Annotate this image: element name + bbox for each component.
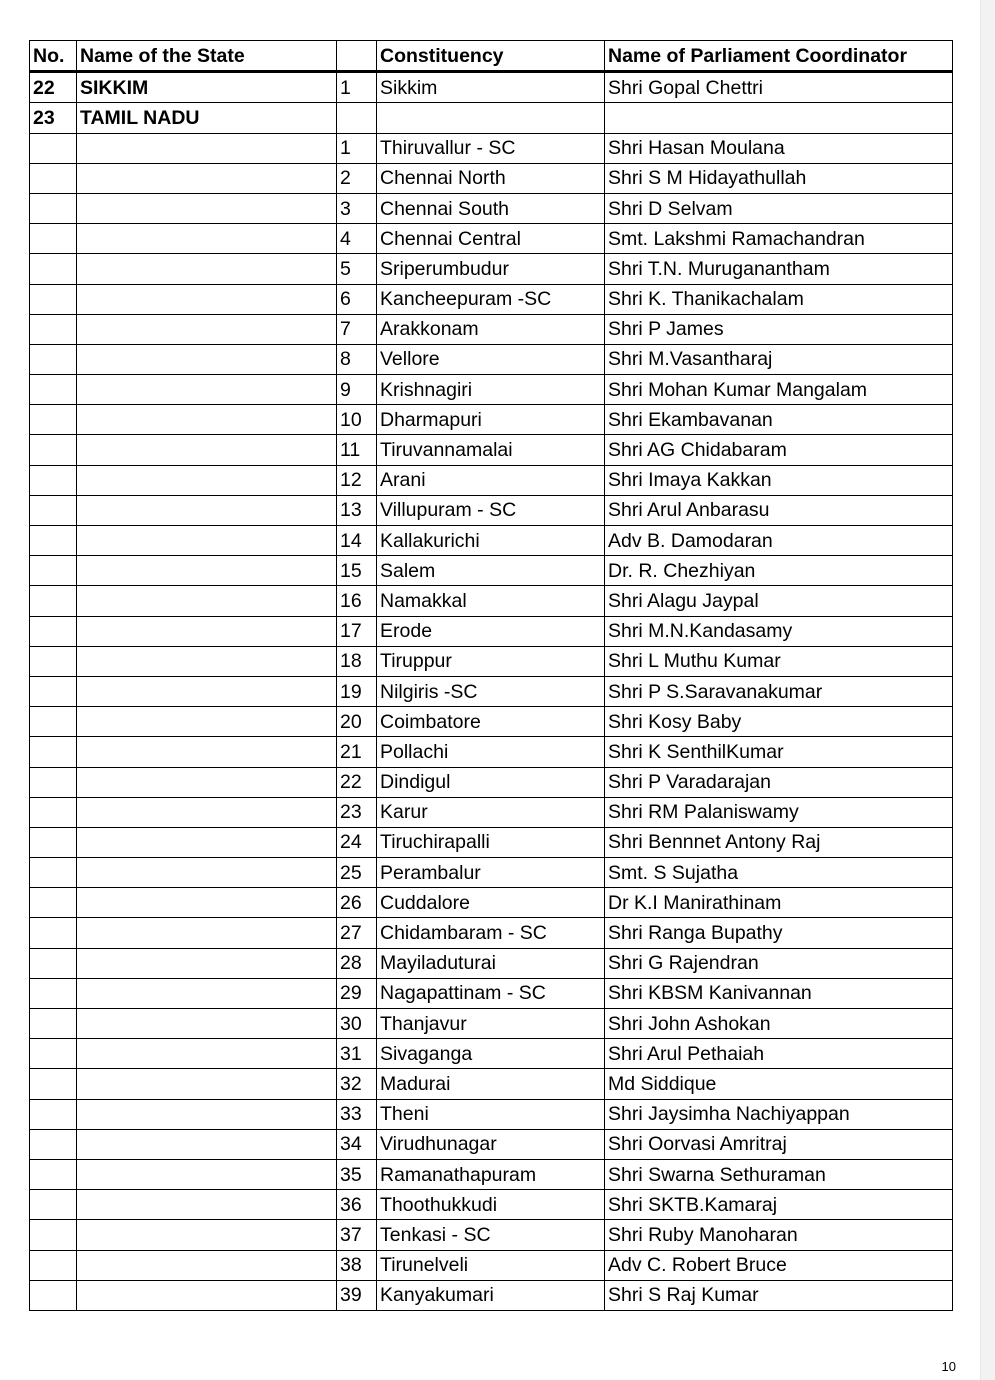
cell-coordinator: Dr K.I Manirathinam — [605, 888, 953, 918]
cell-state — [77, 163, 337, 193]
cell-constituency: Erode — [377, 616, 605, 646]
cell-no — [30, 133, 77, 163]
table-row — [30, 827, 953, 857]
cell-constituency: Chennai Central — [377, 224, 605, 254]
cell-state — [77, 676, 337, 706]
page-number: 10 — [941, 1359, 956, 1374]
cell-coordinator: Adv C. Robert Bruce — [605, 1250, 953, 1280]
header-state: Name of the State — [77, 41, 337, 72]
cell-state — [77, 858, 337, 888]
cell-no — [30, 193, 77, 223]
cell-no — [30, 1009, 77, 1039]
table-row — [30, 1069, 953, 1099]
cell-state — [77, 948, 337, 978]
table-row — [30, 978, 953, 1008]
cell-coordinator: Shri Kosy Baby — [605, 707, 953, 737]
cell-no — [30, 526, 77, 556]
cell-serial: 11 — [337, 435, 377, 465]
cell-state — [77, 435, 337, 465]
cell-state — [77, 767, 337, 797]
cell-no — [30, 435, 77, 465]
cell-no — [30, 827, 77, 857]
table-row — [30, 495, 953, 525]
cell-serial: 2 — [337, 163, 377, 193]
cell-constituency: Tiruppur — [377, 646, 605, 676]
cell-state — [77, 495, 337, 525]
table-row — [30, 133, 953, 163]
table-row — [30, 163, 953, 193]
cell-serial: 37 — [337, 1220, 377, 1250]
cell-state — [77, 1220, 337, 1250]
cell-constituency: Perambalur — [377, 858, 605, 888]
cell-state — [77, 918, 337, 948]
cell-constituency: Tiruchirapalli — [377, 827, 605, 857]
table-row — [30, 1159, 953, 1189]
cell-constituency: Ramanathapuram — [377, 1159, 605, 1189]
table-row — [30, 344, 953, 374]
cell-no — [30, 1129, 77, 1159]
page-edge — [980, 0, 995, 1380]
table-row — [30, 314, 953, 344]
cell-coordinator: Shri Arul Pethaiah — [605, 1039, 953, 1069]
table-row — [30, 616, 953, 646]
cell-no — [30, 1039, 77, 1069]
cell-no — [30, 163, 77, 193]
cell-serial: 38 — [337, 1250, 377, 1280]
header-no: No. — [30, 41, 77, 72]
cell-no — [30, 556, 77, 586]
cell-no — [30, 1099, 77, 1129]
cell-coordinator: Shri Ruby Manoharan — [605, 1220, 953, 1250]
cell-no — [30, 737, 77, 767]
cell-constituency: Dindigul — [377, 767, 605, 797]
table-row — [30, 586, 953, 616]
cell-constituency: Tenkasi - SC — [377, 1220, 605, 1250]
cell-state: TAMIL NADU — [77, 103, 337, 133]
cell-constituency: Madurai — [377, 1069, 605, 1099]
cell-no — [30, 375, 77, 405]
table-row — [30, 375, 953, 405]
cell-serial: 24 — [337, 827, 377, 857]
cell-state — [77, 737, 337, 767]
table-row — [30, 797, 953, 827]
cell-serial: 13 — [337, 495, 377, 525]
cell-coordinator: Shri Ekambavanan — [605, 405, 953, 435]
header-coordinator: Name of Parliament Coordinator — [605, 41, 953, 72]
cell-serial: 7 — [337, 314, 377, 344]
cell-serial: 10 — [337, 405, 377, 435]
cell-state — [77, 797, 337, 827]
cell-serial: 16 — [337, 586, 377, 616]
cell-state — [77, 405, 337, 435]
cell-coordinator: Shri Jaysimha Nachiyappan — [605, 1099, 953, 1129]
cell-constituency: Vellore — [377, 344, 605, 374]
table-row — [30, 646, 953, 676]
table-row — [30, 1129, 953, 1159]
table-row — [30, 918, 953, 948]
cell-state — [77, 1129, 337, 1159]
cell-serial: 17 — [337, 616, 377, 646]
table-row — [30, 405, 953, 435]
cell-serial: 30 — [337, 1009, 377, 1039]
cell-coordinator: Shri K. Thanikachalam — [605, 284, 953, 314]
cell-no — [30, 1220, 77, 1250]
cell-coordinator: Shri Gopal Chettri — [605, 72, 953, 103]
cell-coordinator: Shri S M Hidayathullah — [605, 163, 953, 193]
cell-coordinator: Shri P S.Saravanakumar — [605, 676, 953, 706]
cell-constituency: Pollachi — [377, 737, 605, 767]
cell-serial: 35 — [337, 1159, 377, 1189]
cell-constituency: Krishnagiri — [377, 375, 605, 405]
cell-state — [77, 133, 337, 163]
cell-constituency: Chidambaram - SC — [377, 918, 605, 948]
cell-serial: 28 — [337, 948, 377, 978]
cell-no — [30, 284, 77, 314]
cell-coordinator: Shri John Ashokan — [605, 1009, 953, 1039]
cell-coordinator: Shri SKTB.Kamaraj — [605, 1190, 953, 1220]
cell-constituency: Tirunelveli — [377, 1250, 605, 1280]
cell-state — [77, 1009, 337, 1039]
table-row — [30, 1190, 953, 1220]
cell-no — [30, 344, 77, 374]
cell-serial: 19 — [337, 676, 377, 706]
cell-constituency: Kancheepuram -SC — [377, 284, 605, 314]
cell-constituency: Thoothukkudi — [377, 1190, 605, 1220]
cell-no — [30, 1280, 77, 1310]
cell-serial: 18 — [337, 646, 377, 676]
cell-serial: 22 — [337, 767, 377, 797]
cell-no — [30, 254, 77, 284]
cell-serial: 29 — [337, 978, 377, 1008]
cell-constituency: Dharmapuri — [377, 405, 605, 435]
cell-coordinator: Shri Arul Anbarasu — [605, 495, 953, 525]
cell-serial: 31 — [337, 1039, 377, 1069]
cell-state — [77, 314, 337, 344]
cell-no — [30, 1250, 77, 1280]
cell-state — [77, 526, 337, 556]
cell-serial: 26 — [337, 888, 377, 918]
cell-state — [77, 1190, 337, 1220]
cell-serial: 32 — [337, 1069, 377, 1099]
cell-state — [77, 284, 337, 314]
cell-constituency: Karur — [377, 797, 605, 827]
cell-constituency: Virudhunagar — [377, 1129, 605, 1159]
cell-no — [30, 646, 77, 676]
cell-coordinator: Adv B. Damodaran — [605, 526, 953, 556]
table-row — [30, 858, 953, 888]
cell-coordinator: Shri D Selvam — [605, 193, 953, 223]
cell-no — [30, 224, 77, 254]
cell-constituency: Sriperumbudur — [377, 254, 605, 284]
cell-coordinator: Shri K SenthilKumar — [605, 737, 953, 767]
cell-no — [30, 767, 77, 797]
table-row — [30, 254, 953, 284]
cell-state — [77, 586, 337, 616]
cell-no — [30, 405, 77, 435]
cell-constituency: Salem — [377, 556, 605, 586]
cell-coordinator: Shri Hasan Moulana — [605, 133, 953, 163]
coordinator-table — [29, 40, 953, 1311]
cell-coordinator: Shri KBSM Kanivannan — [605, 978, 953, 1008]
cell-constituency: Namakkal — [377, 586, 605, 616]
cell-constituency: Tiruvannamalai — [377, 435, 605, 465]
cell-no — [30, 586, 77, 616]
cell-no — [30, 465, 77, 495]
cell-serial: 8 — [337, 344, 377, 374]
cell-coordinator — [605, 103, 953, 133]
cell-no — [30, 616, 77, 646]
cell-constituency: Nilgiris -SC — [377, 676, 605, 706]
cell-serial: 23 — [337, 797, 377, 827]
table-row — [30, 1099, 953, 1129]
cell-coordinator: Dr. R. Chezhiyan — [605, 556, 953, 586]
table-row — [30, 284, 953, 314]
cell-coordinator: Shri RM Palaniswamy — [605, 797, 953, 827]
cell-no — [30, 978, 77, 1008]
table-row — [30, 888, 953, 918]
cell-constituency: Coimbatore — [377, 707, 605, 737]
cell-no: 23 — [30, 103, 77, 133]
cell-serial: 4 — [337, 224, 377, 254]
cell-coordinator: Shri AG Chidabaram — [605, 435, 953, 465]
cell-serial: 39 — [337, 1280, 377, 1310]
table-row — [30, 737, 953, 767]
cell-coordinator: Shri Imaya Kakkan — [605, 465, 953, 495]
cell-serial: 25 — [337, 858, 377, 888]
cell-no: 22 — [30, 72, 77, 103]
cell-state — [77, 1250, 337, 1280]
cell-state — [77, 616, 337, 646]
cell-serial: 3 — [337, 193, 377, 223]
header-constituency: Constituency — [377, 41, 605, 72]
table-row — [30, 767, 953, 797]
cell-constituency: Kanyakumari — [377, 1280, 605, 1310]
cell-coordinator: Shri L Muthu Kumar — [605, 646, 953, 676]
cell-no — [30, 1159, 77, 1189]
cell-constituency: Mayiladuturai — [377, 948, 605, 978]
cell-state — [77, 375, 337, 405]
cell-constituency: Villupuram - SC — [377, 495, 605, 525]
table-row — [30, 72, 953, 103]
cell-coordinator: Shri Bennnet Antony Raj — [605, 827, 953, 857]
cell-serial: 5 — [337, 254, 377, 284]
cell-serial: 27 — [337, 918, 377, 948]
cell-constituency: Thiruvallur - SC — [377, 133, 605, 163]
cell-serial: 12 — [337, 465, 377, 495]
cell-coordinator: Md Siddique — [605, 1069, 953, 1099]
cell-serial: 15 — [337, 556, 377, 586]
table-row — [30, 103, 953, 133]
cell-serial: 9 — [337, 375, 377, 405]
cell-no — [30, 676, 77, 706]
cell-constituency: Theni — [377, 1099, 605, 1129]
cell-coordinator: Shri P Varadarajan — [605, 767, 953, 797]
cell-coordinator: Shri M.N.Kandasamy — [605, 616, 953, 646]
cell-coordinator: Smt. S Sujatha — [605, 858, 953, 888]
cell-constituency — [377, 103, 605, 133]
table-body — [30, 72, 953, 1311]
cell-state — [77, 465, 337, 495]
cell-state — [77, 1069, 337, 1099]
cell-serial: 14 — [337, 526, 377, 556]
table-row — [30, 1220, 953, 1250]
cell-coordinator: Shri G Rajendran — [605, 948, 953, 978]
table-row — [30, 707, 953, 737]
cell-coordinator: Shri P James — [605, 314, 953, 344]
cell-serial: 20 — [337, 707, 377, 737]
cell-state: SIKKIM — [77, 72, 337, 103]
cell-state — [77, 1039, 337, 1069]
cell-no — [30, 888, 77, 918]
cell-coordinator: Shri Ranga Bupathy — [605, 918, 953, 948]
cell-constituency: Kallakurichi — [377, 526, 605, 556]
table-row — [30, 526, 953, 556]
table-row — [30, 676, 953, 706]
cell-coordinator: Shri M.Vasantharaj — [605, 344, 953, 374]
cell-state — [77, 344, 337, 374]
cell-constituency: Cuddalore — [377, 888, 605, 918]
cell-state — [77, 707, 337, 737]
cell-serial — [337, 103, 377, 133]
cell-constituency: Arakkonam — [377, 314, 605, 344]
cell-serial: 34 — [337, 1129, 377, 1159]
cell-serial: 36 — [337, 1190, 377, 1220]
cell-state — [77, 888, 337, 918]
cell-constituency: Sivaganga — [377, 1039, 605, 1069]
cell-constituency: Nagapattinam - SC — [377, 978, 605, 1008]
cell-coordinator: Shri Swarna Sethuraman — [605, 1159, 953, 1189]
cell-state — [77, 193, 337, 223]
cell-no — [30, 314, 77, 344]
cell-state — [77, 556, 337, 586]
cell-no — [30, 1069, 77, 1099]
table-row — [30, 556, 953, 586]
table-row — [30, 193, 953, 223]
cell-serial: 21 — [337, 737, 377, 767]
cell-no — [30, 495, 77, 525]
cell-state — [77, 978, 337, 1008]
cell-constituency: Arani — [377, 465, 605, 495]
table-header-row — [30, 41, 953, 72]
cell-state — [77, 646, 337, 676]
table-row — [30, 224, 953, 254]
cell-coordinator: Shri Mohan Kumar Mangalam — [605, 375, 953, 405]
cell-no — [30, 797, 77, 827]
cell-state — [77, 224, 337, 254]
cell-serial: 6 — [337, 284, 377, 314]
cell-constituency: Thanjavur — [377, 1009, 605, 1039]
cell-coordinator: Shri S Raj Kumar — [605, 1280, 953, 1310]
cell-no — [30, 918, 77, 948]
table-row — [30, 465, 953, 495]
cell-coordinator: Shri T.N. Muruganantham — [605, 254, 953, 284]
cell-serial: 33 — [337, 1099, 377, 1129]
table-row — [30, 435, 953, 465]
cell-constituency: Chennai North — [377, 163, 605, 193]
cell-coordinator: Smt. Lakshmi Ramachandran — [605, 224, 953, 254]
cell-coordinator: Shri Oorvasi Amritraj — [605, 1129, 953, 1159]
cell-state — [77, 254, 337, 284]
table-row — [30, 1039, 953, 1069]
cell-no — [30, 1190, 77, 1220]
header-serial — [337, 41, 377, 72]
cell-state — [77, 1280, 337, 1310]
cell-no — [30, 707, 77, 737]
cell-state — [77, 1159, 337, 1189]
cell-state — [77, 1099, 337, 1129]
cell-serial: 1 — [337, 72, 377, 103]
cell-no — [30, 858, 77, 888]
cell-constituency: Chennai South — [377, 193, 605, 223]
table-row — [30, 1250, 953, 1280]
table-row — [30, 1280, 953, 1310]
cell-serial: 1 — [337, 133, 377, 163]
cell-constituency: Sikkim — [377, 72, 605, 103]
cell-state — [77, 827, 337, 857]
cell-coordinator: Shri Alagu Jaypal — [605, 586, 953, 616]
cell-no — [30, 948, 77, 978]
table-row — [30, 948, 953, 978]
table-row — [30, 1009, 953, 1039]
